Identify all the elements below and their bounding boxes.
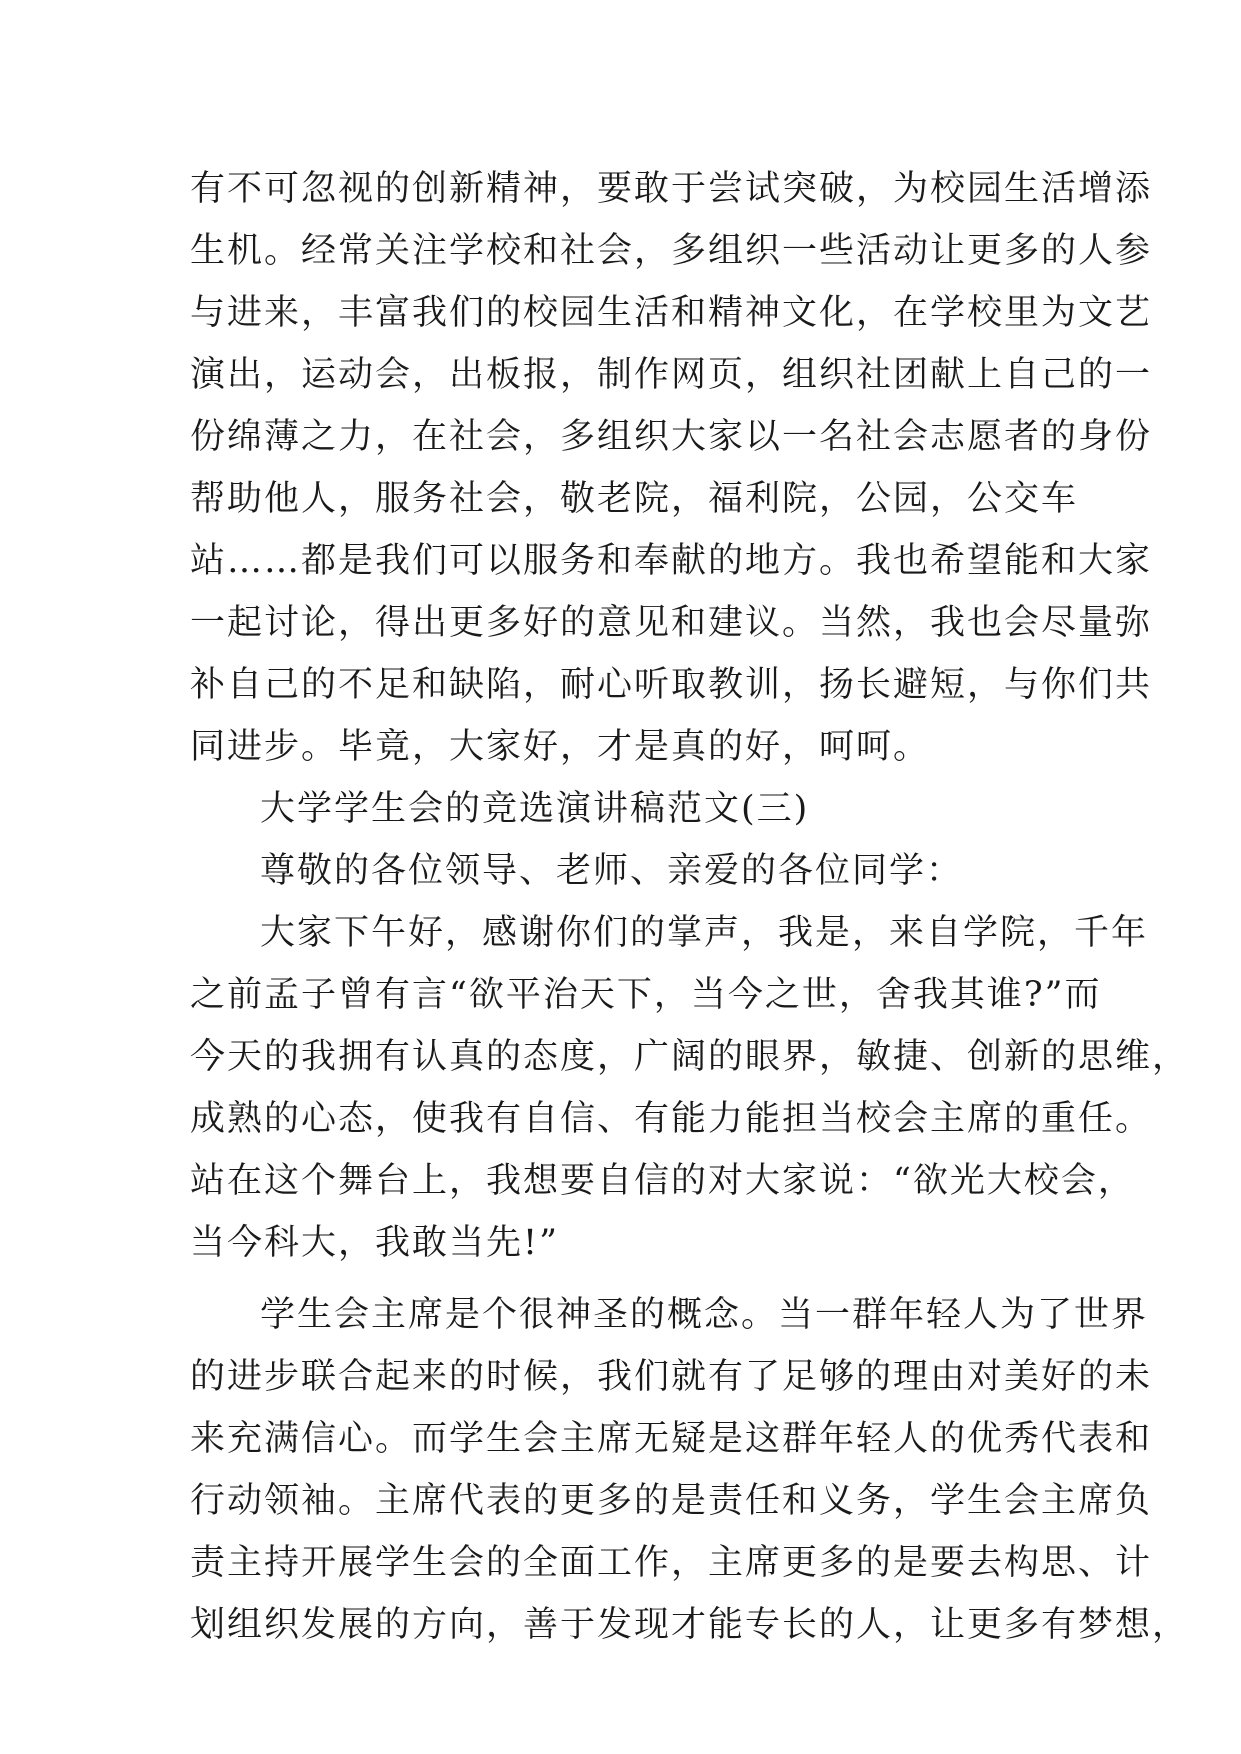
text-line: 与进来，丰富我们的校园生活和精神文化，在学校里为文艺: [190, 293, 1153, 333]
text-line: 行动领袖。主席代表的更多的是责任和义务，学生会主席负: [190, 1481, 1153, 1521]
text-line: 学生会主席是个很神圣的概念。当一群年轻人为了世界: [260, 1295, 1149, 1335]
text-line: 站在这个舞台上，我想要自信的对大家说：“欲光大校会，: [190, 1161, 1135, 1201]
text-line: 帮助他人，服务社会，敬老院，福利院，公园，公交车: [190, 479, 1079, 519]
text-line: 站……都是我们可以服务和奉献的地方。我也希望能和大家: [190, 541, 1153, 581]
text-line: 成熟的心态，使我有自信、有能力能担当校会主席的重任。: [190, 1099, 1153, 1139]
text-line: 同进步。毕竟，大家好，才是真的好，呵呵。: [190, 727, 931, 767]
section-heading: 大学学生会的竞选演讲稿范文(三): [260, 789, 810, 829]
salutation: 尊敬的各位领导、老师、亲爱的各位同学：: [260, 851, 964, 891]
text-line: 一起讨论，得出更多好的意见和建议。当然，我也会尽量弥: [190, 603, 1153, 643]
text-line: 责主持开展学生会的全面工作，主席更多的是要去构思、计: [190, 1543, 1153, 1583]
text-line: 大家下午好，感谢你们的掌声，我是，来自学院，千年: [260, 913, 1149, 953]
text-line: 之前孟子曾有言“欲平治天下，当今之世，舍我其谁?”而: [190, 975, 1102, 1015]
text-line: 份绵薄之力，在社会，多组织大家以一名社会志愿者的身份: [190, 417, 1153, 457]
text-line: 有不可忽视的创新精神，要敢于尝试突破，为校园生活增添: [190, 169, 1153, 209]
text-line: 补自己的不足和缺陷，耐心听取教训，扬长避短，与你们共: [190, 665, 1153, 705]
text-line: 划组织发展的方向，善于发现才能专长的人，让更多有梦想，: [190, 1605, 1190, 1645]
text-line: 当今科大，我敢当先!”: [190, 1223, 559, 1263]
text-line: 生机。经常关注学校和社会，多组织一些活动让更多的人参: [190, 231, 1153, 271]
document-page: [190, 163, 1190, 1661]
text-line: 的进步联合起来的时候，我们就有了足够的理由对美好的未: [190, 1357, 1153, 1397]
text-line: 今天的我拥有认真的态度，广阔的眼界，敏捷、创新的思维，: [190, 1037, 1190, 1077]
text-line: 来充满信心。而学生会主席无疑是这群年轻人的优秀代表和: [190, 1419, 1153, 1459]
text-line: 演出，运动会，出板报，制作网页，组织社团献上自己的一: [190, 355, 1153, 395]
